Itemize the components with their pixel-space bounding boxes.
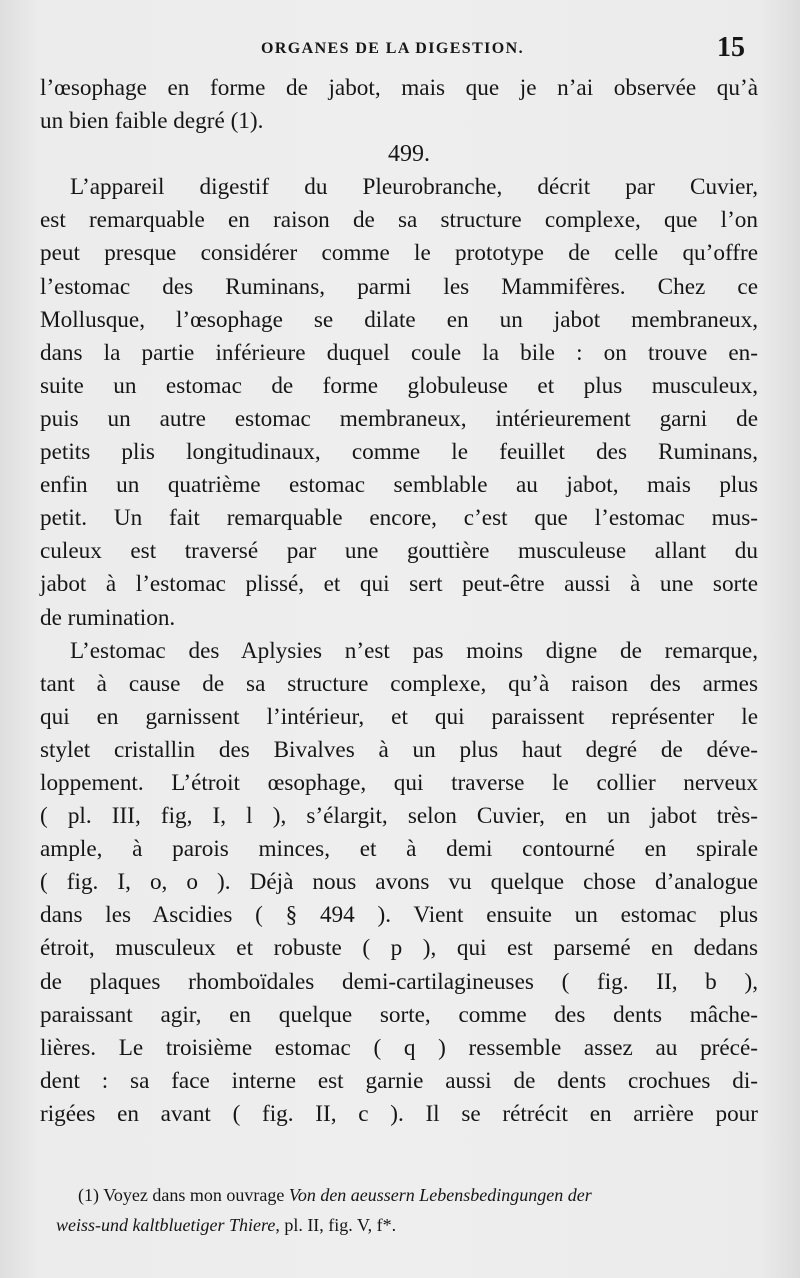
text-line: ( fig. I, o, o ). Déjà nous avons vu quelque chose d’analogue [40, 869, 758, 896]
text-line: dans les Ascidies ( § 494 ). Vient ensuite un estomac plus [40, 902, 758, 929]
text-line: peut presque considérer comme le prototype de celle qu’offre [40, 240, 758, 267]
page-number: 15 [717, 32, 745, 63]
footnote-line [78, 1180, 758, 1210]
text-line: jabot à l’estomac plissé, et qui sert peut-être aussi à une sorte [40, 571, 758, 598]
text-line: est remarquable en raison de sa structure complexe, que l’on [40, 207, 758, 234]
text-line: de plaques rhomboïdales demi-cartilagineuses ( fig. II, b ), [40, 968, 758, 995]
text-line: Mollusque, l’œsophage se dilate en un jabot membraneux, [40, 306, 758, 333]
section-number: 499. [388, 141, 430, 168]
text-line: étroit, musculeux et robuste ( p ), qui est parsemé en dedans [40, 935, 758, 962]
footnote-intro: Voyez dans mon ouvrage [103, 1185, 285, 1205]
page-header [40, 34, 745, 64]
footnote [56, 1180, 758, 1240]
text-line: petit. Un fait remarquable encore, c’est que l’estomac mus- [40, 505, 758, 532]
text-line: petits plis longitudinaux, comme le feuillet des Ruminans, [40, 439, 758, 466]
text-line: de rumination. [40, 604, 176, 631]
footnote-title-part1: Von den aeussern Lebensbedingungen der [288, 1185, 592, 1205]
text-line: tant à cause de sa structure complexe, qu’à raison des armes [40, 670, 758, 697]
text-line: paraissant agir, en quelque sorte, comme des dents mâche- [40, 1001, 758, 1028]
footnote-title-part2: weiss-und kaltbluetiger Thiere [56, 1215, 276, 1235]
text-line: ( pl. III, fig, I, l ), s’élargit, selon Cuvier, en un jabot très- [40, 803, 758, 830]
footnote-marker: (1) [78, 1185, 99, 1205]
text-line: qui en garnissent l’intérieur, et qui paraissent représenter le [40, 703, 758, 730]
text-line: suite un estomac de forme globuleuse et plus musculeux, [40, 372, 758, 399]
paragraph-first-line: L’appareil digestif du Pleurobranche, décrit par Cuvier, [70, 174, 758, 201]
text-line: enfin un quatrième estomac semblable au jabot, mais plus [40, 472, 758, 499]
text-line: puis un autre estomac membraneux, intérieurement garni de [40, 405, 758, 432]
running-title: ORGANES DE LA DIGESTION. [261, 40, 524, 57]
text-line: lières. Le troisième estomac ( q ) ressemble assez au précé- [40, 1034, 758, 1061]
text-line: culeux est traversé par une gouttière musculeuse allant du [40, 538, 758, 565]
body-text [40, 72, 758, 1131]
paragraph-first-line: L’estomac des Aplysies n’est pas moins digne de remarque, [70, 637, 758, 664]
footnote-reference: , pl. II, fig. V, f*. [275, 1215, 397, 1235]
text-line: dans la partie inférieure duquel coule la bile : on trouve en- [40, 339, 758, 366]
text-line: l’estomac des Ruminans, parmi les Mammifères. Chez ce [40, 273, 758, 300]
footnote-line [56, 1210, 758, 1240]
text-line: rigées en avant ( fig. II, c ). Il se rétrécit en arrière pour [40, 1100, 758, 1127]
text-line: stylet cristallin des Bivalves à un plus haut degré de déve- [40, 736, 758, 763]
text-line: loppement. L’étroit œsophage, qui traverse le collier nerveux [40, 769, 758, 796]
text-line: un bien faible degré (1). [40, 108, 264, 135]
text-line: ample, à parois minces, et à demi contourné en spirale [40, 836, 758, 863]
text-line: l’œsophage en forme de jabot, mais que je n’ai observée qu’à [40, 75, 758, 101]
text-line: dent : sa face interne est garnie aussi de dents crochues di- [40, 1067, 758, 1094]
